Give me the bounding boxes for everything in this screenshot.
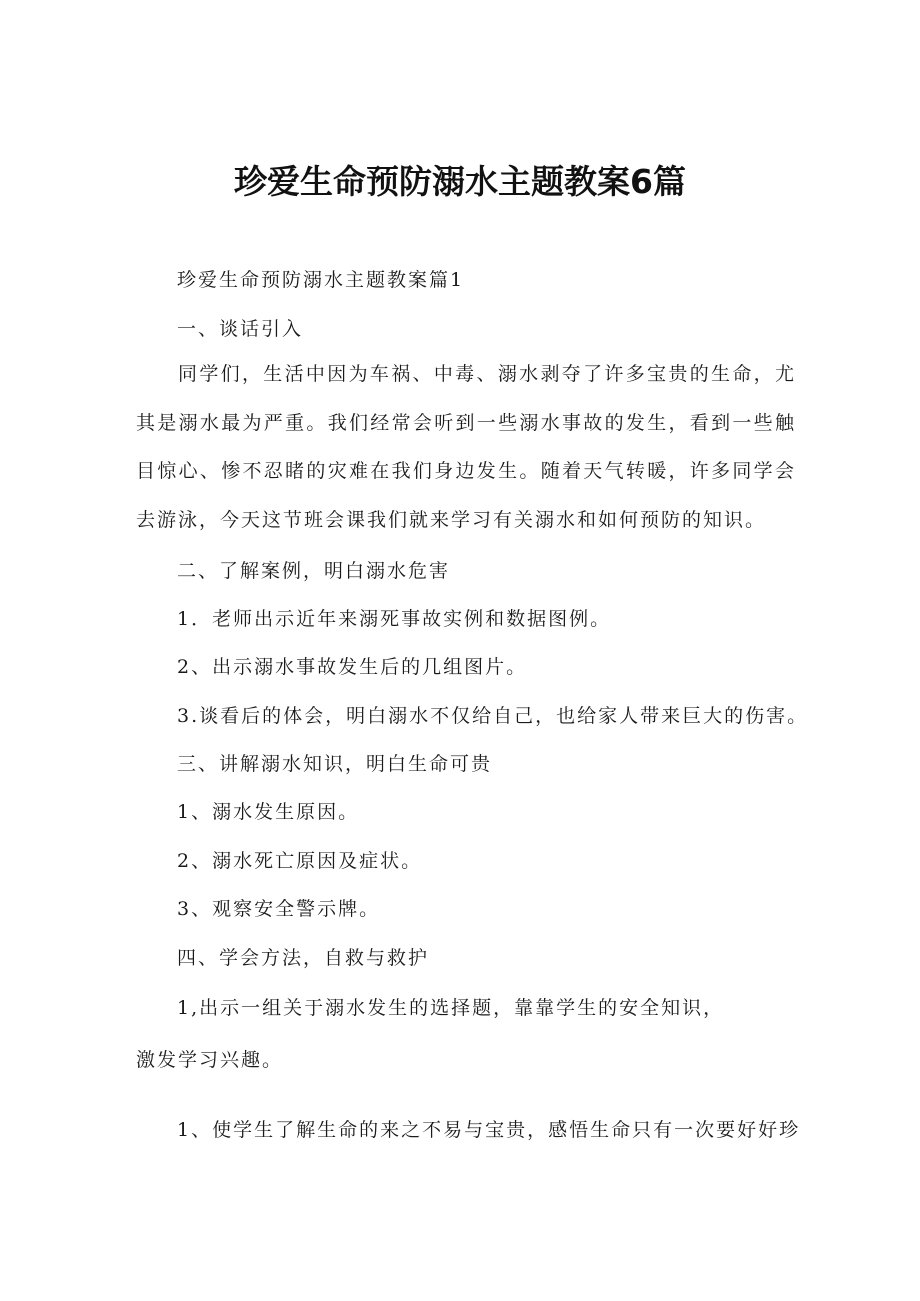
- list-item: 3.谈看后的体会，明白溺水不仅给自己，也给家人带来巨大的伤害。: [177, 705, 809, 727]
- section-heading-intro: 一、谈话引入: [177, 318, 304, 340]
- objective-line: 1、使学生了解生命的来之不易与宝贵，感悟生命只有一次要好好珍: [177, 1119, 801, 1141]
- list-item: 1,出示一组关于溺水发生的选择题，靠靠学生的安全知识，: [177, 997, 725, 1019]
- list-item: 2、溺水死亡原因及症状。: [177, 850, 423, 872]
- section-heading-cases: 二、了解案例，明白溺水危害: [177, 560, 451, 582]
- list-item-continuation: 激发学习兴趣。: [136, 1049, 284, 1071]
- list-item: 1、溺水发生原因。: [177, 801, 360, 823]
- section-heading-knowledge: 三、讲解溺水知识，明白生命可贵: [177, 753, 493, 775]
- list-item: 1．老师出示近年来溺死事故实例和数据图例。: [177, 608, 612, 630]
- list-item: 2、出示溺水事故发生后的几组图片。: [177, 656, 528, 678]
- list-item: 3、观察安全警示牌。: [177, 898, 381, 920]
- lesson-subtitle: 珍爱生命预防溺水主题教案篇1: [177, 269, 465, 291]
- intro-paragraph: 同学们，生活中因为车祸、中毒、溺水剥夺了许多宝贵的生命，尤其是溺水最为严重。我们经常会听到一些溺水事故的发生，看到一些触目惊心、惨不忍睹的灾难在我们身边发生。随着天气转暖，许多同学会去游泳，今天这节班会课我们就来学习有关溺水和如何预防的知识。: [136, 363, 796, 531]
- document-title: 珍爱生命预防溺水主题教案6篇: [234, 162, 686, 201]
- section-heading-methods: 四、学会方法，自救与救护: [177, 947, 430, 969]
